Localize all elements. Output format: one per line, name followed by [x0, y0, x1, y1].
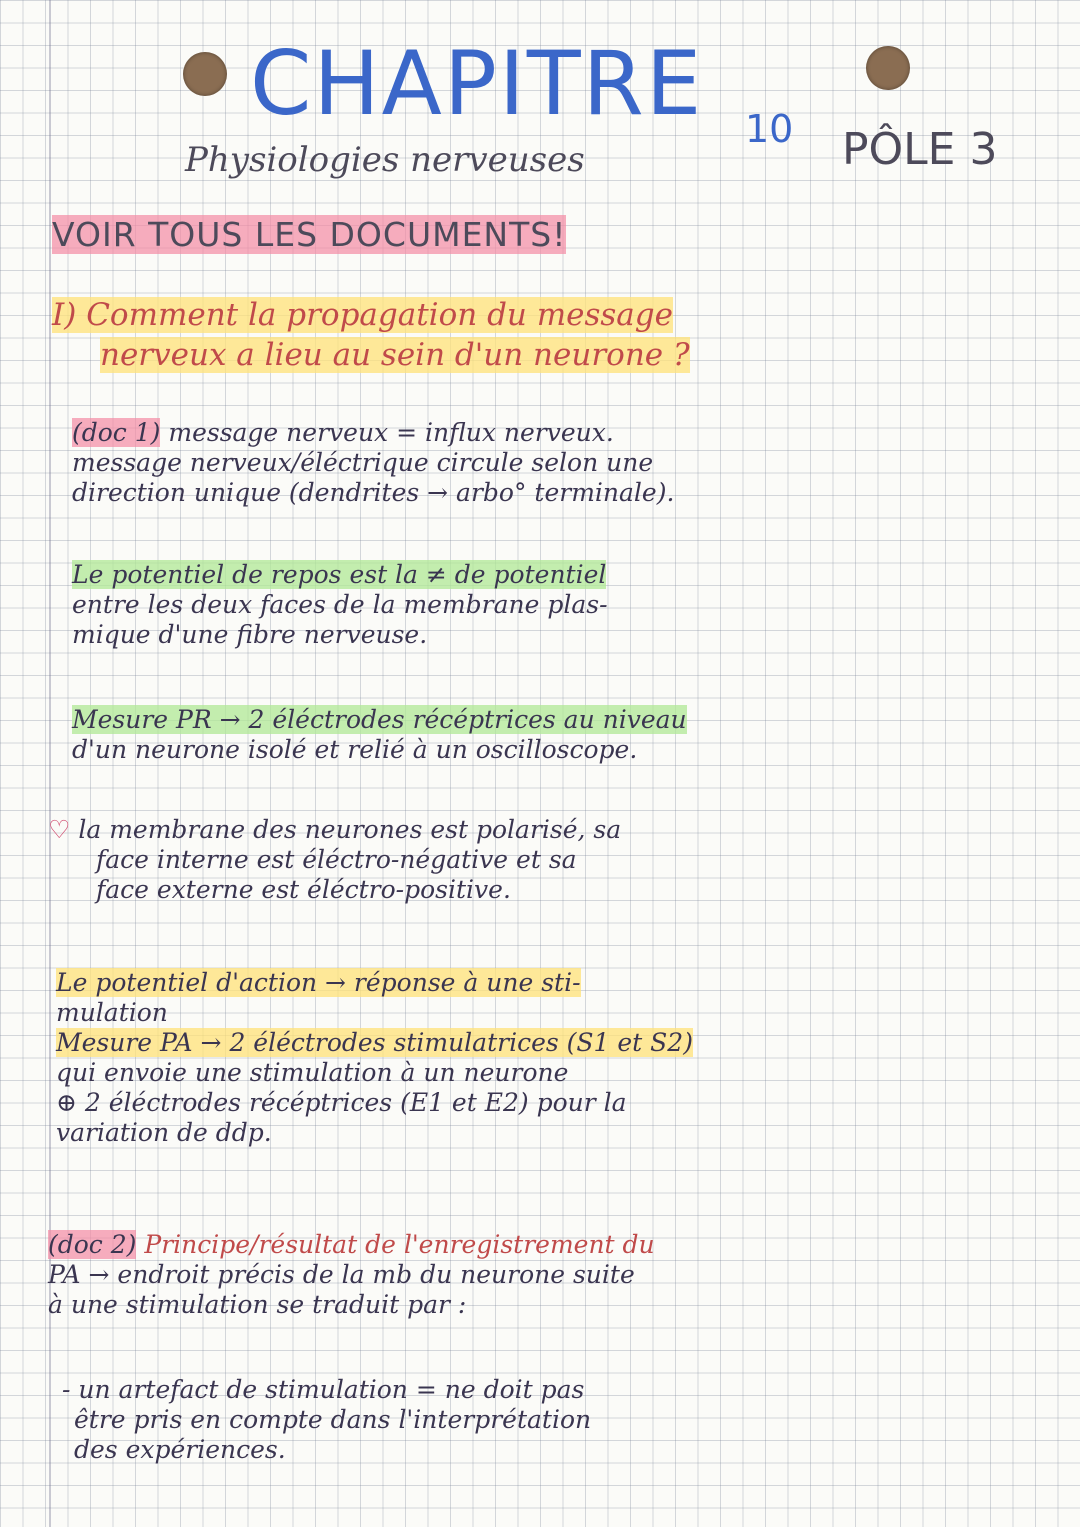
repos-line-1: Le potentiel de repos est la ≠ de potentiel	[72, 560, 607, 589]
repos-line-2: entre les deux faces de la membrane plas-	[72, 590, 608, 619]
polarise-line-2: face interne est éléctro-négative et sa	[96, 845, 577, 874]
mesure-pr-line-2: d'un neurone isolé et relié à un oscilloscope.	[72, 735, 638, 764]
binder-hole-right	[866, 46, 910, 90]
action-line-5: ⊕ 2 éléctrodes récéptrices (E1 et E2) pour la	[56, 1088, 627, 1117]
doc1-line-2: message nerveux/éléctrique circule selon une	[72, 448, 654, 477]
binder-hole-left	[183, 52, 227, 96]
doc2-line-1: Principe/résultat de l'enregistrement du	[136, 1230, 655, 1259]
chapter-number: 10	[745, 107, 794, 151]
action-line-6: variation de ddp.	[56, 1118, 272, 1147]
artefact-paragraph	[62, 1375, 1037, 1465]
repos-paragraph	[72, 560, 1047, 650]
pole-label: PÔLE 3	[842, 124, 998, 175]
doc2-line-2: PA → endroit précis de la mb du neurone suite	[48, 1260, 635, 1289]
section-question	[52, 295, 1042, 375]
chapter-title: CHAPITRE	[250, 32, 704, 135]
doc1-line-3: direction unique (dendrites → arbo° terminale).	[72, 478, 675, 507]
artefact-line-3: des expériences.	[74, 1435, 286, 1464]
mesure-pr-paragraph	[72, 705, 1047, 765]
documents-banner	[52, 215, 566, 254]
action-line-1: Le potentiel d'action → réponse à une sti-	[56, 968, 581, 997]
polarise-line-3: face externe est éléctro-positive.	[96, 875, 511, 904]
artefact-line-2: être pris en compte dans l'interprétation	[74, 1405, 592, 1434]
action-line-2: mulation	[56, 998, 168, 1027]
mesure-pr-line-1: Mesure PR → 2 éléctrodes récéptrices au niveau	[72, 705, 687, 734]
polarise-paragraph	[48, 815, 1023, 905]
doc2-line-3: à une stimulation se traduit par :	[48, 1290, 467, 1319]
doc2-tag: (doc 2)	[48, 1230, 137, 1259]
heart-icon: ♡	[48, 815, 71, 844]
question-line-2: nerveux a lieu au sein d'un neurone ?	[100, 337, 690, 373]
doc1-line-1: message nerveux = influx nerveux.	[160, 418, 614, 447]
polarise-line-1: la membrane des neurones est polarisé, sa	[78, 815, 622, 844]
doc1-tag: (doc 1)	[72, 418, 161, 447]
doc2-paragraph	[48, 1230, 1023, 1320]
repos-line-3: mique d'une fibre nerveuse.	[72, 620, 428, 649]
chapter-subtitle: Physiologies nerveuses	[185, 140, 585, 180]
action-paragraph	[56, 968, 1031, 1148]
question-line-2-wrap	[52, 337, 690, 373]
action-line-4: qui envoie une stimulation à un neurone	[56, 1058, 569, 1087]
doc1-paragraph	[72, 418, 1047, 508]
action-line-3: Mesure PA → 2 éléctrodes stimulatrices (S1 et S2)	[56, 1028, 693, 1057]
artefact-line-1: - un artefact de stimulation = ne doit pas	[62, 1375, 585, 1404]
question-line-1: I) Comment la propagation du message	[52, 297, 673, 333]
banner-text: VOIR TOUS LES DOCUMENTS!	[52, 215, 567, 254]
